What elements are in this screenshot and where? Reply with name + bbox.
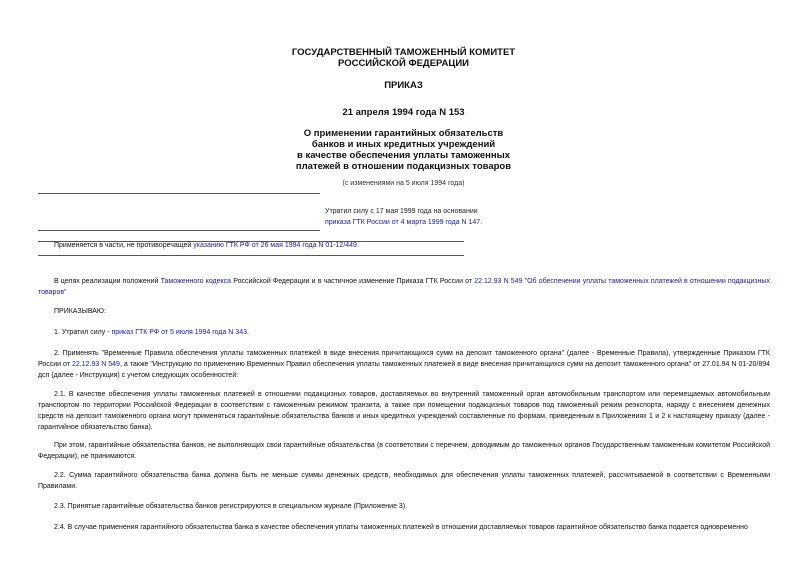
divider [38, 255, 464, 256]
lost-force-link[interactable]: приказа ГТК России от 4 марта 1999 года N 147 [325, 219, 481, 226]
doc-date-number: 21 апреля 1994 года N 153 [342, 107, 465, 118]
doc-title-line2: банков и иных кредитных учреждений [311, 139, 496, 150]
paragraph-2-4: 2.4. В случае применения гарантийного обязательства банка в качестве обеспечения уплаты таможенных платежей в отношении доставляемых товаров гарантийное обязательство банка подается одновременно [54, 524, 748, 531]
paragraph-2: 2. Применять "Временные Правила обеспечения уплаты таможенных платежей в виде внесения причитающихся сумм на депозит таможенного органа" (далее - Временные Правила), утвержденные Приказом ГТК России от 22.12.93 N 549, а также "Инструкцию по применению Временных Правил обеспечения уплаты таможенных платежей в виде внесения причитающихся сумм на депозит таможенного органа" от 27.01.94 N 01-20/894 дсп (далее - Инструкция) с учетом следующих особенностей: [38, 350, 770, 379]
doc-title-line4: платежей в отношении подакцизных товаров [295, 161, 512, 172]
lost-force-line2: приказа ГТК России от 4 марта 1999 года N 147. [325, 219, 483, 226]
paragraph-exception: При этом, гарантийные обязательства банков, не выполняющих свои гарантийные обязательства (в соответствии с перечнем, доводимым до таможенных органов Государственным таможенным комитетом Российской Федерации), не принимаются. [38, 442, 770, 460]
order-549-short-link[interactable]: 22.12.93 N 549 [71, 361, 120, 368]
org-title-line1: ГОСУДАРСТВЕННЫЙ ТАМОЖЕННЫЙ КОМИТЕТ [291, 47, 516, 58]
customs-code-link[interactable]: Таможенного кодекса [160, 278, 232, 285]
applies-note: Применяется в части, не противоречащей указанию ГТК РФ от 26 мая 1994 года N 01-12/449. [54, 242, 359, 249]
paragraph-2-3: 2.3. Принятые гарантийные обязательства банков регистрируются в специальном журнале (Приложение 3). [54, 503, 408, 510]
amendment-note: (с изменениями на 5 июля 1994 года) [342, 180, 465, 187]
doc-title-line3: в качестве обеспечения уплаты таможенных [296, 150, 510, 161]
org-title-line2: РОССИЙСКОЙ ФЕДЕРАЦИИ [337, 58, 469, 69]
order-549-link[interactable]: 22.12.93 N 549 "Об обеспечении уплаты таможенных платежей в отношении подакцизных товаров" [38, 278, 771, 296]
doc-title-line1: О применении гарантийных обязательств [303, 128, 504, 139]
orders-label: ПРИКАЗЫВАЮ: [54, 308, 106, 315]
divider [38, 193, 320, 194]
order-343-link[interactable]: приказ ГТК РФ от 5 июля 1994 года N 343 [111, 329, 247, 336]
divider [38, 230, 320, 231]
paragraph-1: 1. Утратил силу - приказ ГТК РФ от 5 июля 1994 года N 343. [54, 329, 249, 336]
applies-link[interactable]: указанию ГТК РФ от 26 мая 1994 года N 01-12/449 [193, 242, 357, 249]
paragraph-2-1: 2.1. В качестве обеспечения уплаты таможенных платежей в отношении подакцизных товаров, доставляемых во внутренний таможенный орган автомобильным транспортом или перемещаемых автомобильным транспортом по территории Российской Федерации в соответствии с таможенным режимом транзита, а также при помещении подакцизных товаров под таможенный режим реэкспорта, наряду с внесением денежных средств на депозит таможенного органа могут применяться гарантийные обязательства банков и иных кредитных учреждений составленные по формам, приведенным в Приложениях 1 и 2 к настоящему приказу (далее - гарантийное обязательство банка). [38, 391, 770, 431]
doc-type-heading: ПРИКАЗ [384, 80, 423, 91]
lost-force-line1: Утратил силу с 17 мая 1999 года на основании [325, 208, 478, 215]
paragraph-intro: В целях реализации положений Таможенного кодекса Российской Федерации и в частичное изменение Приказа ГТК России от 22.12.93 N 549 "Об обеспечении уплаты таможенных платежей в отношении подакцизных товаров" [38, 278, 771, 296]
paragraph-2-2: 2.2. Сумма гарантийного обязательства банка должна быть не меньше суммы денежных средств, необходимых для обеспечения уплаты таможенных платежей, рассчитываемой в соответствии с Временными Правилами. [38, 472, 770, 490]
